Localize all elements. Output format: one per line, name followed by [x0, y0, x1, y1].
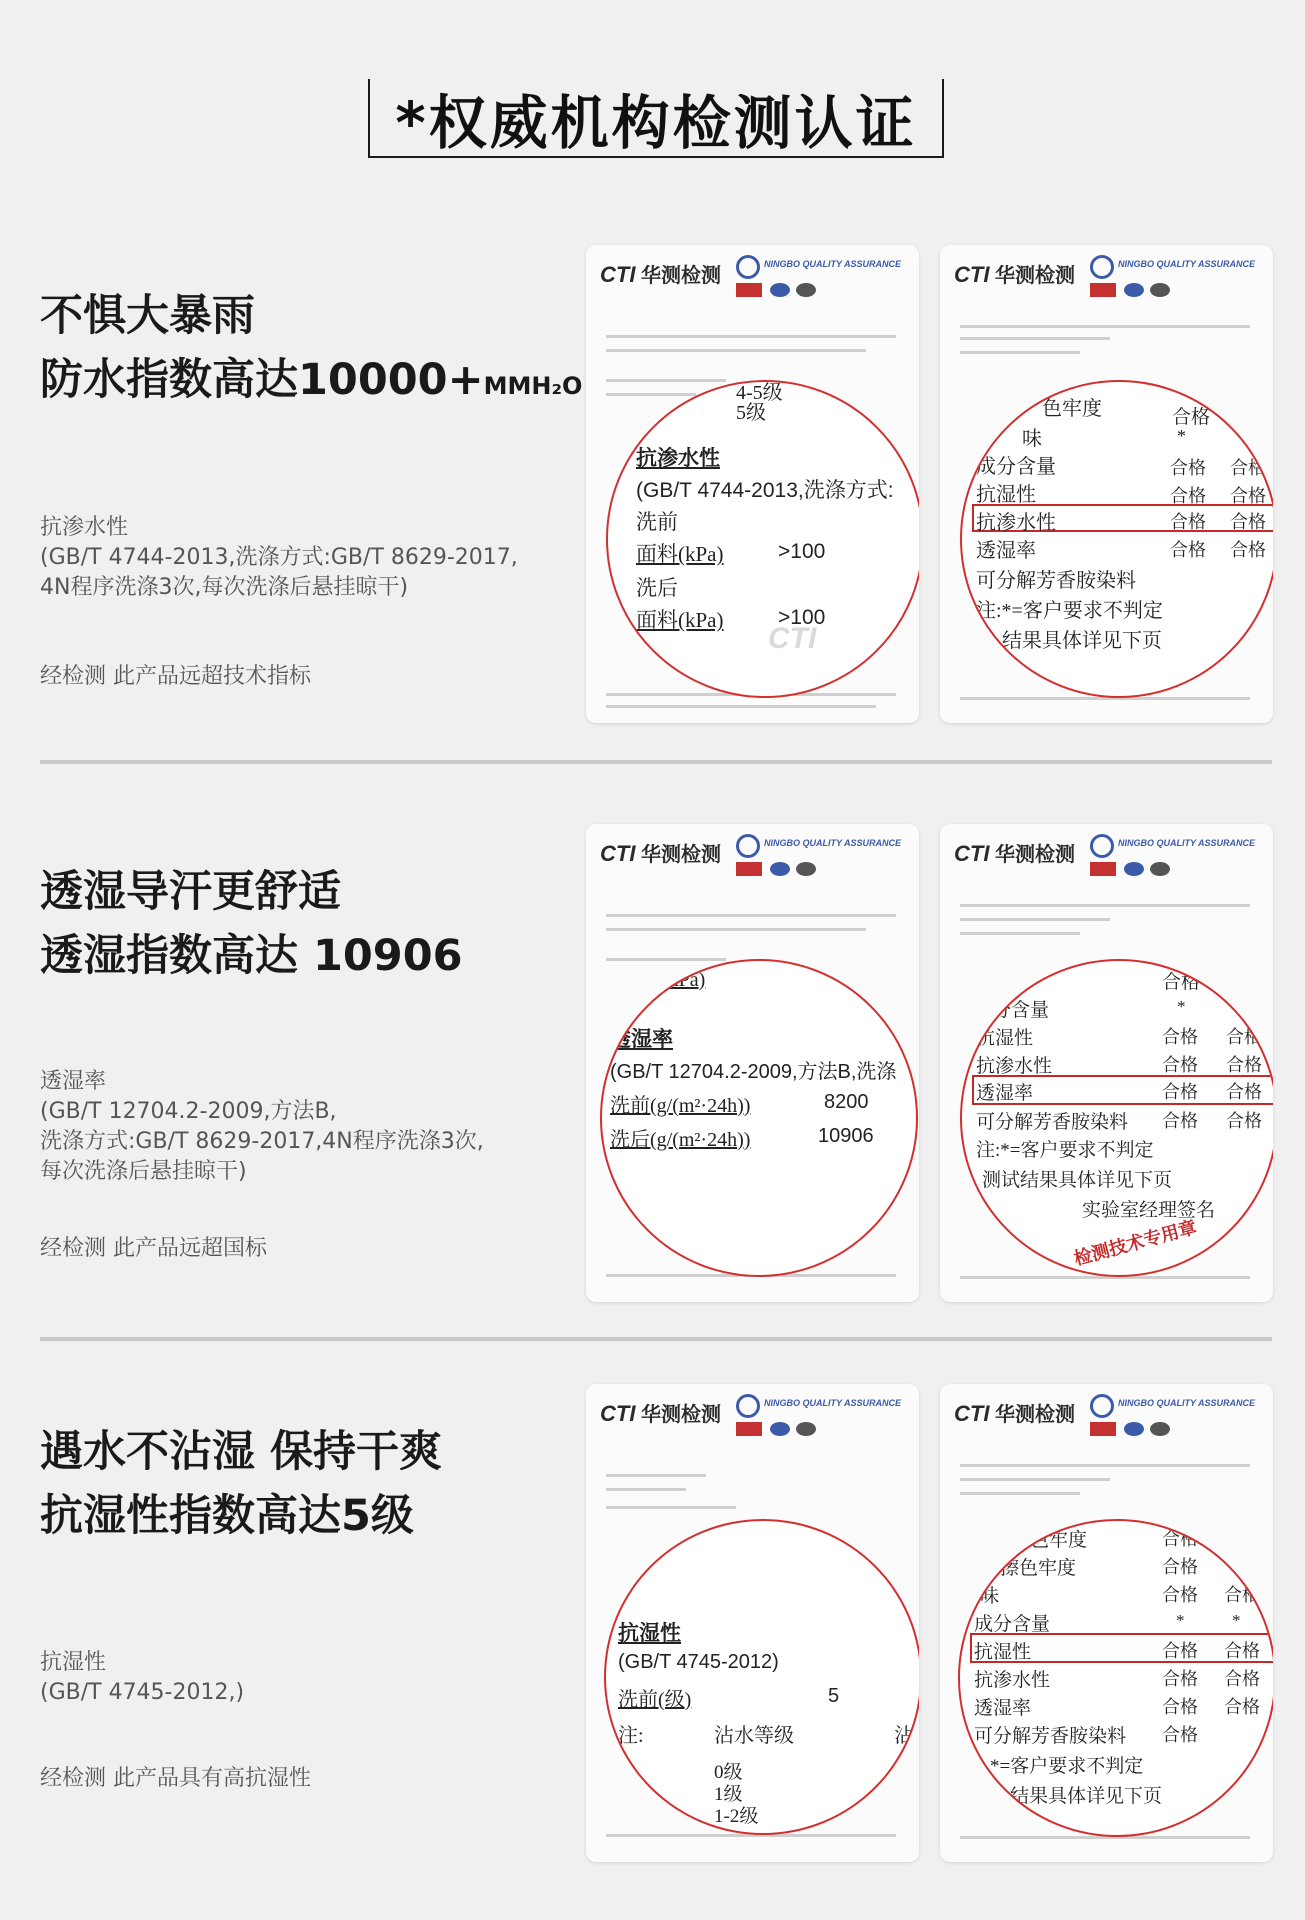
pass-label: 合格	[1224, 1669, 1260, 1689]
section3-note: 经检测 此产品具有高抗湿性	[40, 1766, 311, 1791]
doc-text: 1级	[714, 1784, 743, 1805]
pass-label: 合格	[1230, 458, 1266, 478]
pass-label: 合格	[1224, 1585, 1260, 1605]
doc-text: 1-2级	[714, 1806, 759, 1827]
star-label: *	[1176, 1611, 1185, 1630]
pass-label: 合格	[1162, 1055, 1198, 1075]
magnifier-circle	[960, 380, 1273, 698]
pass-label: 合格	[1226, 1082, 1262, 1102]
doc-row-label: 抗渗水性	[976, 1056, 1053, 1077]
pass-label: 合格	[1162, 1529, 1198, 1549]
doc-value: 10906	[818, 1125, 874, 1147]
star-label: *	[1177, 426, 1186, 446]
doc-text: 面料(kPa)	[636, 542, 724, 566]
doc-row-label: 注:*=客户要求不判定	[976, 600, 1163, 622]
pass-label: 合格	[1162, 1641, 1198, 1661]
doc-row-label: 实验室经理签名	[1082, 1200, 1216, 1221]
doc-row-label: 可分解芳香胺染料	[974, 1726, 1127, 1747]
ningbo-logo: NINGBO QUALITY ASSURANCE	[736, 834, 906, 874]
doc-row-label: 测试结果具体详见下页	[982, 1170, 1173, 1191]
section2-desc-line4: 每次洗涤后悬挂晾干)	[40, 1159, 247, 1184]
doc-text: 沾	[894, 1725, 914, 1747]
doc-row-label: 色牢度	[1042, 398, 1102, 420]
section2-desc-line2: (GB/T 12704.2-2009,方法B,	[40, 1099, 337, 1124]
cti-logo: CTI 华测检测	[600, 1401, 722, 1426]
doc-row-label: 色牢度	[1030, 1530, 1088, 1551]
doc-text: 洗前	[636, 510, 678, 534]
doc-text: (GB/T 4745-2012)	[618, 1651, 779, 1673]
doc-text: 0级	[714, 1762, 743, 1783]
doc-text: 洗后	[636, 576, 678, 600]
doc-row-label: 味	[980, 1586, 1000, 1607]
doc-row-label: 成分含量	[974, 1614, 1051, 1635]
cti-logo: CTI 华测检测	[954, 841, 1076, 866]
doc-text: 注:	[618, 1725, 644, 1747]
doc-text: 4-5级	[736, 382, 783, 404]
pass-label: 合格	[1162, 1111, 1198, 1131]
section1-headline-unit: MMH₂O	[483, 372, 583, 400]
cti-logo: CTI 华测检测	[954, 1401, 1076, 1426]
section3-desc-line2: (GB/T 4745-2012,)	[40, 1680, 245, 1705]
section1-report-image-left	[586, 245, 919, 723]
magnifier-circle	[600, 959, 918, 1277]
ningbo-logo: NINGBO QUALITY ASSURANCE	[736, 1394, 906, 1434]
doc-value: 8200	[824, 1091, 869, 1113]
doc-text: 洗前(g/(m²·24h))	[610, 1095, 751, 1117]
doc-row-label: *=客户要求不判定	[990, 1756, 1144, 1777]
doc-row-label: 抗湿性	[976, 484, 1036, 506]
section1-desc-line1: 抗渗水性	[40, 515, 129, 540]
doc-row-label: 可分解芳香胺染料	[976, 1112, 1129, 1133]
doc-text: 面料(kPa)	[636, 608, 724, 632]
page-title: *权威机构检测认证	[395, 88, 917, 157]
doc-row-label: 可分解芳香胺染料	[976, 570, 1136, 592]
pass-label: 合格	[1224, 1641, 1260, 1661]
pass-label: 合格	[1170, 512, 1206, 532]
doc-text: 5级	[736, 402, 766, 424]
section2-note: 经检测 此产品远超国标	[40, 1236, 267, 1261]
doc-row-label: 抗湿性	[976, 1028, 1034, 1049]
doc-row-label: 透湿率	[976, 540, 1036, 562]
pass-label: 合格	[1170, 486, 1206, 506]
pass-label: 合格	[1226, 1111, 1262, 1131]
doc-heading: 抗湿性	[618, 1621, 681, 1645]
doc-row-label: 透湿率	[974, 1698, 1032, 1719]
section2-description	[40, 1067, 560, 1187]
pass-label: 合格	[1224, 1697, 1260, 1717]
section1-headline-line1: 不惧大暴雨	[40, 291, 255, 341]
magnifier-circle	[960, 959, 1273, 1277]
doc-text: 洗前(级)	[618, 1689, 692, 1711]
section2-desc-line1: 透湿率	[40, 1069, 107, 1094]
page-title-box	[368, 79, 944, 158]
section2-desc-line3: 洗涤方式:GB/T 8629-2017,4N程序洗涤3次,	[40, 1129, 484, 1154]
doc-value: 5	[828, 1685, 840, 1707]
pass-label: 合格	[1170, 540, 1206, 560]
doc-row-label: 分含量	[992, 1000, 1050, 1021]
pass-label: 合格	[1162, 972, 1201, 993]
doc-row-label: 抗渗水性	[974, 1670, 1051, 1691]
section-divider	[40, 760, 1272, 764]
section2-report-image-right	[940, 824, 1273, 1302]
cti-logo: CTI 华测检测	[954, 262, 1076, 287]
doc-row-label: 抗渗水性	[976, 512, 1056, 534]
magnifier-circle	[606, 380, 919, 698]
doc-row-label: 成分含量	[976, 456, 1056, 478]
section3-desc-line1: 抗湿性	[40, 1650, 107, 1675]
doc-row-label: 味	[1022, 428, 1042, 450]
section2-headline	[40, 860, 463, 988]
doc-row-label: 擦色牢度	[1000, 1558, 1077, 1579]
magnifier-circle	[604, 1519, 919, 1835]
pass-label: 合格	[1170, 458, 1206, 478]
section3-headline	[40, 1420, 442, 1548]
doc-value: >100	[778, 606, 826, 629]
section2-headline-line1: 透湿导汗更舒适	[40, 867, 341, 917]
magnifier-circle	[958, 1519, 1273, 1837]
pass-label: 合格	[1226, 1027, 1262, 1047]
doc-text: 沾水等级	[714, 1725, 794, 1747]
section1-note: 经检测 此产品远超技术指标	[40, 664, 311, 689]
pass-label: 合格	[1230, 540, 1266, 560]
doc-row-label: 抗湿性	[974, 1642, 1032, 1663]
doc-value: >100	[778, 540, 826, 563]
section1-headline-value: 防水指数高达10000+	[40, 355, 484, 405]
section1-headline	[40, 284, 582, 418]
doc-row-label: 透湿率	[976, 1083, 1034, 1104]
section3-report-image-left	[586, 1384, 919, 1862]
cti-watermark-icon: CTI	[768, 622, 817, 655]
pass-label: 合格	[1162, 1557, 1198, 1577]
section3-headline-line2: 抗湿性指数高达5级	[40, 1491, 414, 1541]
ningbo-logo: NINGBO QUALITY ASSURANCE	[1090, 1394, 1260, 1434]
doc-row-label: 结果具体详见下页	[1002, 630, 1162, 652]
section1-desc-line3: 4N程序洗涤3次,每次洗涤后悬挂晾干)	[40, 575, 409, 600]
cti-logo: CTI 华测检测	[600, 262, 722, 287]
doc-heading: 抗渗水性	[636, 446, 720, 470]
ningbo-logo: NINGBO QUALITY ASSURANCE	[1090, 255, 1260, 295]
doc-text: 洗后(g/(m²·24h))	[610, 1129, 751, 1151]
doc-row-label: 注:*=客户要求不判定	[976, 1140, 1154, 1161]
pass-label: 合格	[1162, 1725, 1198, 1745]
section1-description	[40, 513, 560, 603]
official-stamp: 检测技术专用章	[1071, 1217, 1199, 1269]
doc-text: (GB/T 4744-2013,洗涤方式:	[636, 479, 894, 502]
pass-label: 合格	[1172, 407, 1211, 428]
pass-label: 合格	[1230, 512, 1266, 532]
section3-description	[40, 1648, 560, 1708]
doc-text: (GB/T 12704.2-2009,方法B,洗涤	[610, 1061, 897, 1083]
section1-headline-line2	[40, 348, 582, 418]
pass-label: 合格	[1162, 1027, 1198, 1047]
cti-logo: CTI 华测检测	[600, 841, 722, 866]
ningbo-logo: NINGBO QUALITY ASSURANCE	[1090, 834, 1260, 874]
section3-report-image-right	[940, 1384, 1273, 1862]
pass-label: 合格	[1162, 1669, 1198, 1689]
section2-report-image-left	[586, 824, 919, 1302]
pass-label: 合格	[1162, 1697, 1198, 1717]
star-label: *	[1232, 1611, 1241, 1630]
doc-text: 料(kPa)	[642, 969, 706, 991]
pass-label: 合格	[1162, 1082, 1198, 1102]
pass-label: 合格	[1226, 1055, 1262, 1075]
star-label: *	[1177, 997, 1186, 1016]
ningbo-logo: NINGBO QUALITY ASSURANCE	[736, 255, 906, 295]
section1-report-image-right	[940, 245, 1273, 723]
section3-headline-line1: 遇水不沾湿 保持干爽	[40, 1427, 442, 1477]
doc-row-label: 结果具体详见下页	[1010, 1786, 1163, 1807]
doc-heading: 透湿率	[610, 1027, 673, 1051]
section1-desc-line2: (GB/T 4744-2013,洗涤方式:GB/T 8629-2017,	[40, 545, 518, 570]
pass-label: 合格	[1230, 486, 1266, 506]
section-divider	[40, 1337, 1272, 1341]
section2-headline-line2: 透湿指数高达 10906	[40, 931, 463, 981]
pass-label: 合格	[1162, 1585, 1198, 1605]
